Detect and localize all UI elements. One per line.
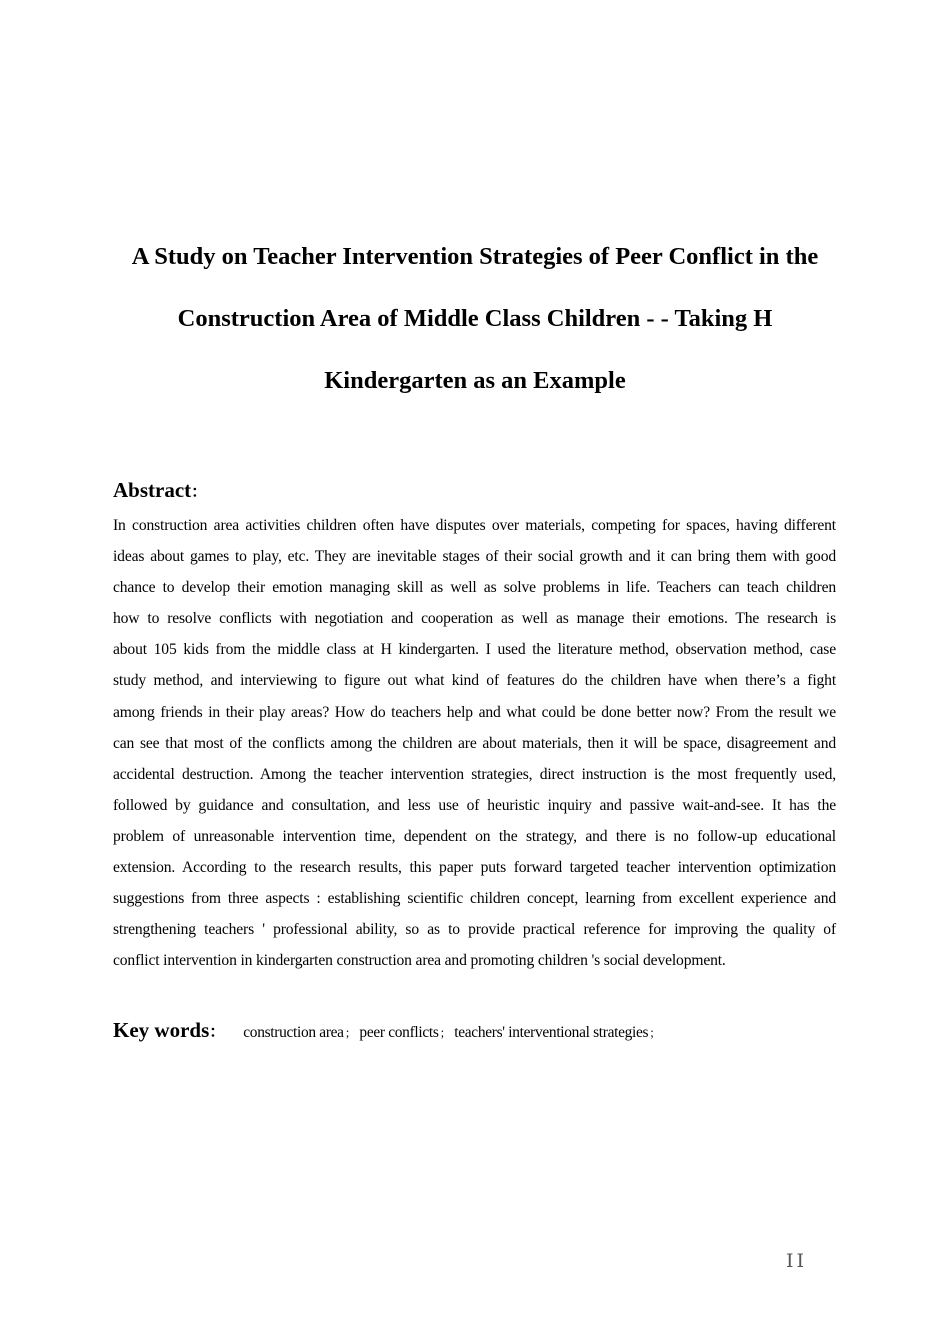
- title-line: A Study on Teacher Intervention Strategies of Peer Conflict in the: [131, 243, 819, 270]
- keyword-item: teachers' interventional strategies: [454, 1024, 649, 1041]
- keywords-section: [113, 1016, 664, 1046]
- keywords-label-text: Key words: [113, 1018, 210, 1042]
- keyword-item: peer conflicts: [359, 1024, 439, 1041]
- abstract-line: problem of unreasonable intervention time, dependent on the strategy, and there is no follow-up educational: [113, 827, 836, 845]
- abstract-line: can see that most of the conflicts among the children are about materials, then it will be space, disagreement and: [113, 734, 836, 752]
- abstract-line: study method, and interviewing to figure out what kind of features do the children have when there’s a fight: [113, 672, 836, 690]
- keyword-separator: ；: [649, 1026, 661, 1040]
- abstract-body: [113, 510, 836, 976]
- keywords-label: [113, 1016, 225, 1046]
- abstract-line: about 105 kids from the middle class at H kindergarten. I used the literature method, observation method, case: [113, 641, 836, 659]
- title-line: Kindergarten as an Example: [324, 367, 626, 394]
- abstract-line: In construction area activities children often have disputes over materials, competing for spaces, having different: [113, 517, 836, 534]
- abstract-heading: [113, 476, 207, 506]
- abstract-line: ideas about games to play, etc. They are inevitable stages of their social growth and it can bring them with good: [113, 548, 836, 566]
- abstract-line: suggestions from three aspects : establishing scientific children concept, learning from excellent experience and: [113, 890, 836, 908]
- abstract-line: conflict intervention in kindergarten construction area and promoting children 's social development.: [113, 952, 726, 970]
- paper-title: [100, 226, 850, 412]
- abstract-line: among friends in their play areas? How do teachers help and what could be done better now? From the result we: [113, 703, 836, 721]
- keywords-label-colon: ：: [209, 1022, 226, 1041]
- abstract-heading-colon: ：: [191, 482, 208, 501]
- keyword-list: [243, 1024, 664, 1042]
- abstract-heading-text: Abstract: [113, 478, 192, 502]
- abstract-line: followed by guidance and consultation, and less use of heuristic inquiry and passive wait-and-see. It has the: [113, 796, 836, 814]
- abstract-line: how to resolve conflicts with negotiation and cooperation as well as manage their emotions. The research is: [113, 610, 836, 628]
- title-line: Construction Area of Middle Class Children - - Taking H: [177, 305, 773, 332]
- page-number: II: [786, 1250, 808, 1272]
- keyword-item: construction area: [243, 1024, 344, 1041]
- keyword-separator: ；: [344, 1026, 357, 1040]
- abstract-line: extension. According to the research results, this paper puts forward targeted teacher intervention optimization: [113, 859, 836, 877]
- abstract-line: chance to develop their emotion managing skill as well as solve problems in life. Teachers can teach children: [113, 579, 836, 597]
- keyword-separator: ；: [439, 1026, 452, 1040]
- abstract-line: strengthening teachers ' professional ability, so as to provide practical reference for improving the quality of: [113, 921, 836, 939]
- abstract-line: accidental destruction. Among the teacher intervention strategies, direct instruction is the most frequently used,: [113, 765, 836, 783]
